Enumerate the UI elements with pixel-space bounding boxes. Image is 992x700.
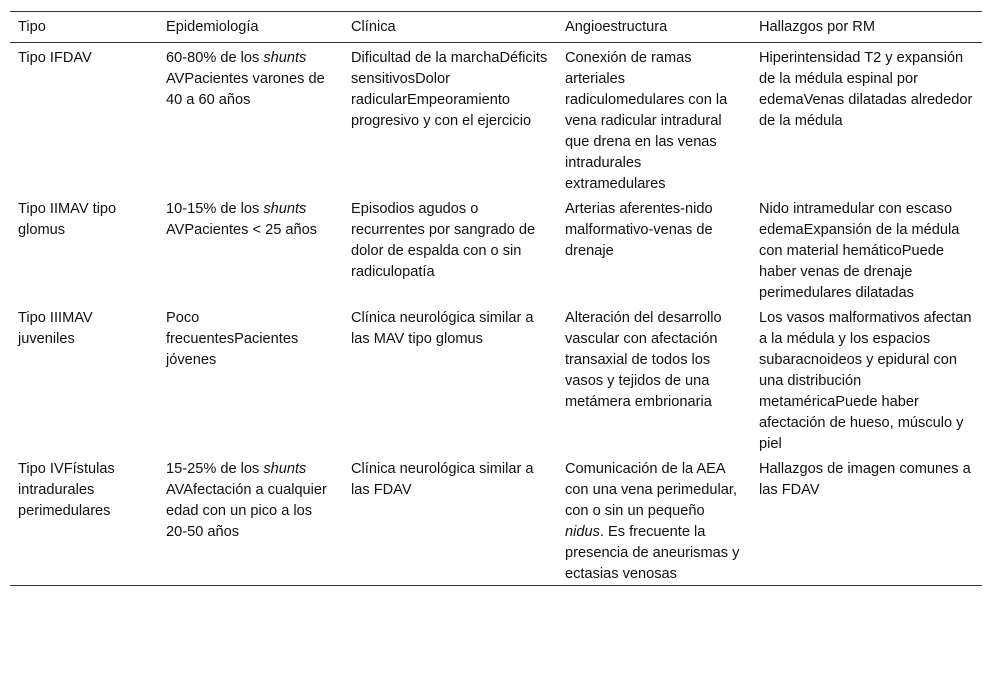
table-container bbox=[10, 11, 982, 586]
cell-clinica: Episodios agudos o recurrentes por sangrado de dolor de espalda con o sin radiculopatía bbox=[351, 201, 536, 280]
cell-hallazgos-rm: Hiperintensidad T2 y expansión de la médula espinal por edemaVenas dilatadas alrededor de la médula bbox=[759, 50, 973, 129]
cell-hallazgos-rm: Los vasos malformativos afectan a la médula y los espacios subaracnoideos y epidural con una distribución metaméricaPuede haber afectación de hueso, músculo y piel bbox=[759, 310, 972, 452]
cell-angioestructura: Comunicación de la AEA con una vena perimedular, con o sin un pequeño nidus. Es frecuente la presencia de aneurismas y ectasias venosas bbox=[565, 461, 740, 582]
cell-epidemiologia: 15-25% de los shunts AVAfectación a cualquier edad con un pico a los 20-50 años bbox=[166, 461, 327, 540]
cell-clinica: Dificultad de la marchaDéficits sensitivosDolor radicularEmpeoramiento progresivo y con el ejercicio bbox=[351, 50, 548, 129]
header-clinica: Clínica bbox=[351, 19, 396, 35]
cell-tipo: Tipo IVFístulas intradurales perimedulares bbox=[18, 461, 115, 519]
cell-epidemiologia: 60-80% de los shunts AVPacientes varones de 40 a 60 años bbox=[166, 50, 325, 108]
cell-angioestructura: Alteración del desarrollo vascular con afectación transaxial de todos los vasos y tejidos de una metámera embrionaria bbox=[565, 310, 722, 410]
cell-tipo: Tipo IFDAV bbox=[18, 50, 92, 66]
table-row bbox=[10, 455, 982, 586]
cell-clinica: Clínica neurológica similar a las MAV tipo glomus bbox=[351, 310, 534, 347]
cell-epidemiologia: Poco frecuentesPacientes jóvenes bbox=[166, 310, 299, 368]
table-row bbox=[10, 43, 982, 196]
table-row bbox=[10, 304, 982, 455]
header-hallazgos-rm: Hallazgos por RM bbox=[759, 19, 875, 35]
cell-angioestructura: Arterias aferentes-nido malformativo-venas de drenaje bbox=[565, 201, 713, 259]
cell-tipo: Tipo IIMAV tipo glomus bbox=[18, 201, 117, 238]
cell-hallazgos-rm: Hallazgos de imagen comunes a las FDAV bbox=[759, 461, 971, 498]
cell-angioestructura: Conexión de ramas arteriales radiculomedulares con la vena radicular intradural que drena en las venas intradurales extramedulares bbox=[565, 50, 728, 192]
classification-table bbox=[10, 11, 982, 586]
cell-hallazgos-rm: Nido intramedular con escaso edemaExpansión de la médula con material hemáticoPuede haber venas de drenaje perimedulares dilatadas bbox=[759, 201, 960, 301]
cell-clinica: Clínica neurológica similar a las FDAV bbox=[351, 461, 534, 498]
header-tipo: Tipo bbox=[18, 19, 46, 35]
table-row bbox=[10, 195, 982, 304]
header-angioestructura: Angioestructura bbox=[565, 19, 668, 35]
header-row bbox=[10, 12, 982, 43]
cell-epidemiologia: 10-15% de los shunts AVPacientes < 25 años bbox=[166, 201, 318, 238]
cell-tipo: Tipo IIIMAV juveniles bbox=[18, 310, 93, 347]
header-epidemiologia: Epidemiología bbox=[166, 19, 259, 35]
